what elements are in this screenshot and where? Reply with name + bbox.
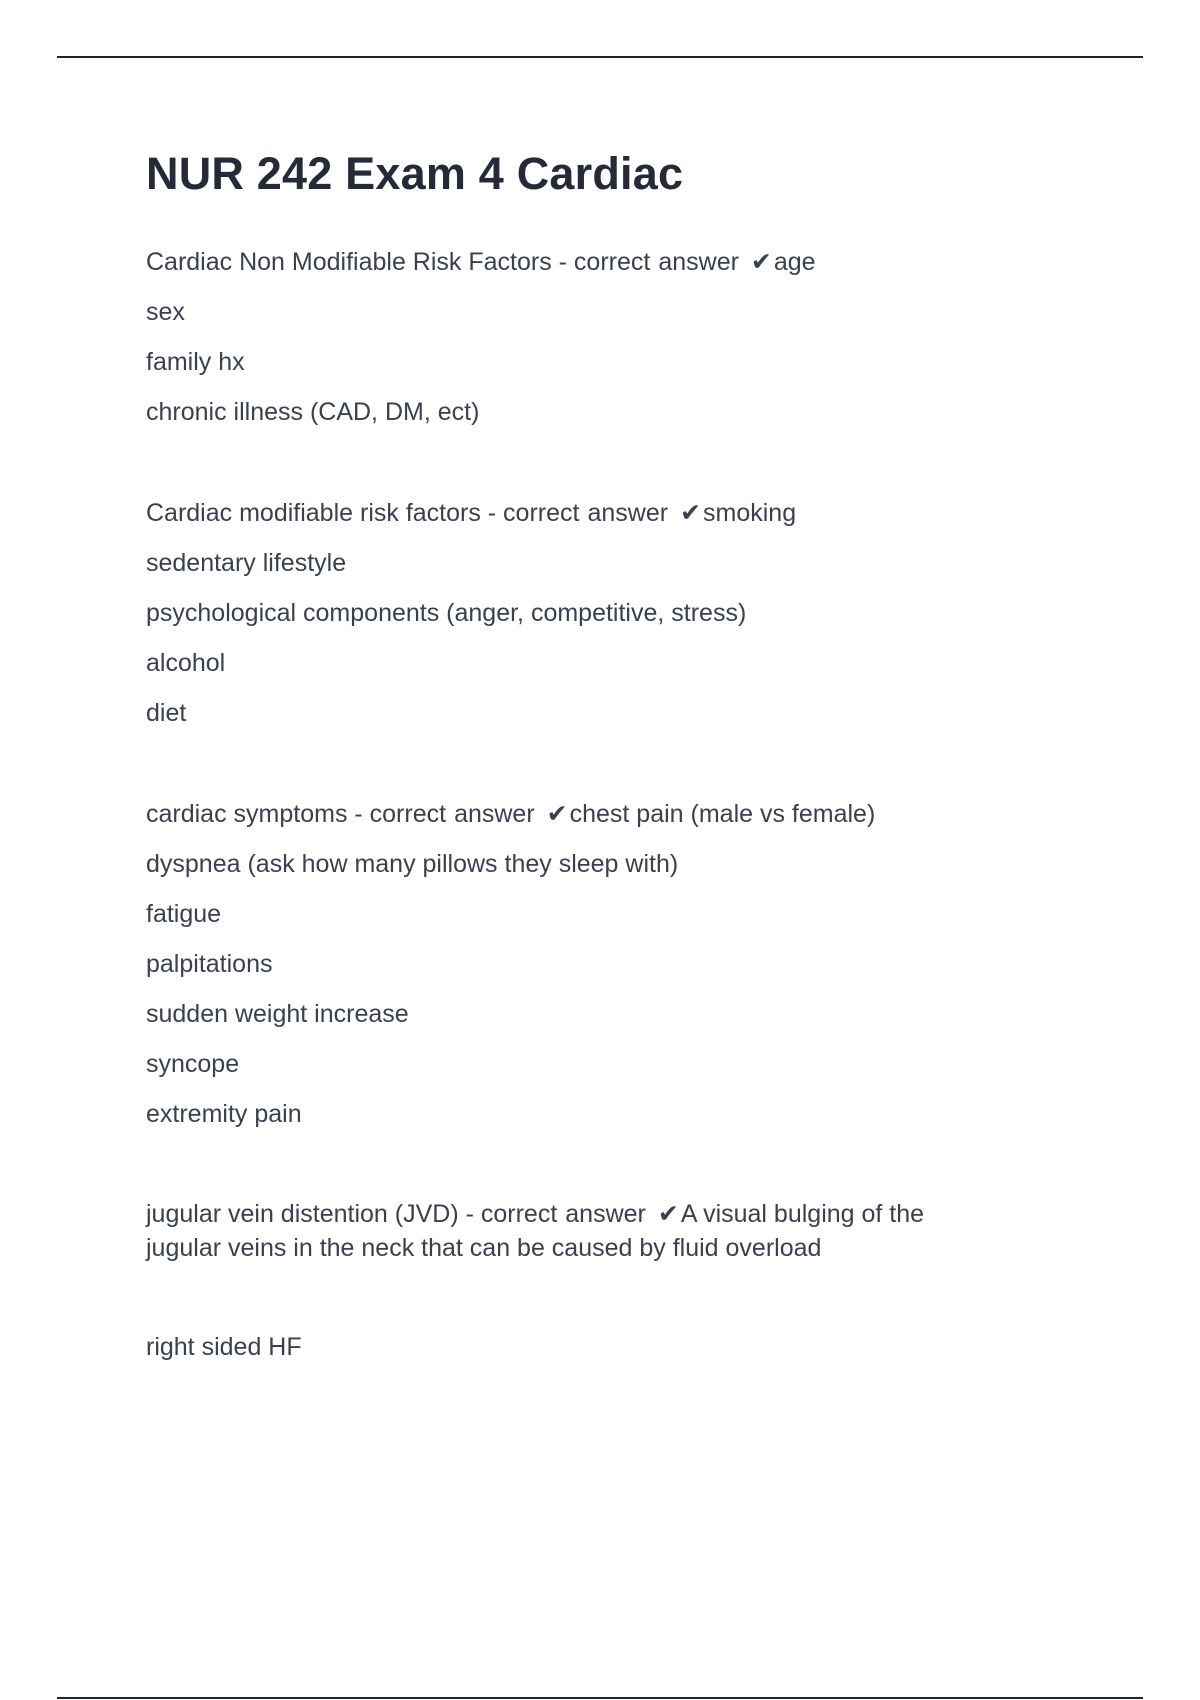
top-divider: [57, 56, 1143, 58]
answer-label: answer: [565, 1200, 646, 1228]
answer-line: sex: [146, 298, 185, 326]
qa-question: [146, 1330, 302, 1380]
qa-question: [146, 797, 875, 847]
answer-label: answer: [587, 499, 669, 527]
qa-question: [146, 496, 796, 546]
qa-block-1: [146, 245, 816, 445]
qa-block-2: [146, 496, 796, 746]
qa-first-answer: A visual bulging of the: [680, 1200, 925, 1228]
checkmark-icon: ✔: [750, 248, 772, 276]
qa-question: [146, 1197, 1076, 1265]
bottom-divider: [57, 1697, 1143, 1699]
answer-line: alcohol: [146, 649, 226, 677]
answer-line: sudden weight increase: [146, 1000, 409, 1028]
qa-first-answer-wrap: jugular veins in the neck that can be caused by fluid overload: [146, 1234, 822, 1262]
checkmark-icon: ✔: [657, 1200, 679, 1228]
answer-line: palpitations: [146, 950, 273, 978]
document-body: [146, 140, 1076, 1361]
answer-line: psychological components (anger, competitive, stress): [146, 599, 747, 627]
answer-line: family hx: [146, 348, 245, 376]
answer-label: answer: [454, 800, 535, 828]
checkmark-icon: ✔: [546, 800, 568, 828]
qa-block-3: [146, 797, 875, 1147]
answer-line: dyspnea (ask how many pillows they sleep with): [146, 850, 679, 878]
qa-term: jugular vein distention (JVD) - correct: [146, 1200, 558, 1228]
checkmark-icon: ✔: [680, 499, 702, 527]
page-title: NUR 242 Exam 4 Cardiac: [146, 148, 684, 199]
qa-block-5: [146, 1330, 302, 1380]
answer-line: sedentary lifestyle: [146, 549, 347, 577]
qa-term: cardiac symptoms - correct: [146, 800, 447, 828]
qa-first-answer: age: [773, 248, 816, 276]
answer-line: chronic illness (CAD, DM, ect): [146, 398, 480, 426]
qa-first-answer: smoking: [703, 499, 797, 527]
qa-term: right sided HF: [146, 1333, 302, 1361]
answer-line: syncope: [146, 1050, 240, 1078]
answer-label: answer: [658, 248, 739, 276]
qa-question: [146, 245, 816, 295]
answer-line: extremity pain: [146, 1100, 302, 1128]
qa-term: Cardiac modifiable risk factors - correct: [146, 499, 580, 527]
answer-line: fatigue: [146, 900, 222, 928]
qa-term: Cardiac Non Modifiable Risk Factors - correct: [146, 248, 651, 276]
answer-line: diet: [146, 699, 187, 727]
qa-block-4: [146, 1197, 1076, 1265]
qa-first-answer: chest pain (male vs female): [569, 800, 876, 828]
